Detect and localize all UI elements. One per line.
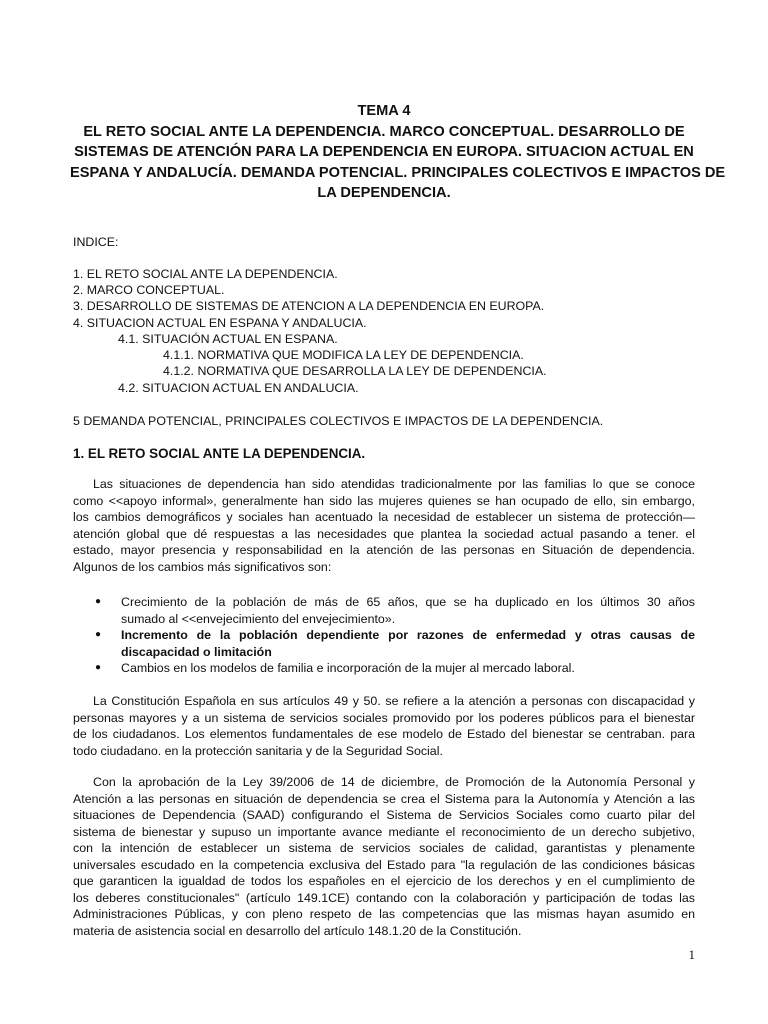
paragraph-line: Con la aprobación de la Ley 39/2006 de 14 de diciembre, de Promoción de la Autonomía Personal y — [93, 775, 695, 789]
paragraph-line: los cambios demográficos y sociales han acentuado la necesidad de establecer un sistema de protección— — [73, 510, 695, 524]
index-item: 3. DESARROLLO DE SISTEMAS DE ATENCION A LA DEPENDENCIA EN EUROPA. — [73, 299, 545, 313]
paragraph-line: atención global que dé respuestas a las necesidades que plantea la sociedad actual pasando a tener. el — [73, 526, 695, 541]
index-item: 1. EL RETO SOCIAL ANTE LA DEPENDENCIA. — [73, 267, 338, 281]
paragraph-line: Algunos de los cambios más significativos son: — [73, 559, 332, 574]
index-item: 4.1.1. NORMATIVA QUE MODIFICA LA LEY DE DEPENDENCIA. — [163, 348, 524, 362]
index-label: INDICE: — [73, 235, 119, 249]
bullet-item — [73, 627, 695, 661]
index-item: 4.1. SITUACIÓN ACTUAL EN ESPANA. — [118, 332, 338, 346]
bullet-text: Cambios en los modelos de familia e incorporación de la mujer al mercado laboral. — [121, 661, 575, 675]
paragraph-law — [73, 774, 695, 939]
title-line: LA DEPENDENCIA. — [317, 185, 451, 202]
bullet-item — [73, 660, 695, 677]
bullet-icon: ● — [95, 596, 102, 607]
paragraph-line: Las situaciones de dependencia han sido atendidas tradicionalmente por las familias lo que se conoce — [93, 477, 695, 491]
paragraph-line: con la intención de establecer un sistema de servicios sociales de calidad, garantistas y plenamente — [73, 841, 695, 855]
paragraph-line: personas mayores y a un sistema de servicios sociales promovido por los poderes públicos para el bienestar — [73, 710, 695, 725]
paragraph-line: que garanticen la igualdad de todos los españoles en el ejercicio de los derechos y en el cumplimiento de — [73, 874, 695, 888]
paragraph-line: universales escudado en la competencia exclusiva del Estado para "la regulación de las condiciones básicas — [73, 857, 695, 872]
bullet-item — [73, 594, 695, 628]
bullet-text: Crecimiento de la población de más de 65 años, que se ha duplicado en los últimos 30 años — [121, 595, 695, 609]
paragraph-line: todo ciudadano. en la protección sanitaria y de la Seguridad Social. — [73, 743, 443, 758]
section-heading: 1. EL RETO SOCIAL ANTE LA DEPENDENCIA. — [73, 446, 366, 461]
paragraph-line: Atención a las personas en situación de dependencia se crea el Sistema para la Autonomía y Atención a las — [73, 791, 695, 806]
title-line: ESPANA Y ANDALUCÍA. DEMANDA POTENCIAL. PRINCIPALES COLECTIVOS E IMPACTOS DE — [70, 164, 726, 181]
paragraph-constitution — [73, 693, 695, 759]
page-number: 1 — [688, 947, 695, 962]
paragraph-line: materia de asistencia social en desarrollo del artículo 148.1.20 de la Constitución. — [73, 923, 522, 938]
paragraph-line: sistema de bienestar y supuso un importante avance mediante el reconocimiento de un derecho subjetivo, — [73, 824, 695, 839]
index-item: 4.2. SITUACION ACTUAL EN ANDALUCIA. — [118, 381, 359, 395]
index-item: 4.1.2. NORMATIVA QUE DESARROLLA LA LEY DE DEPENDENCIA. — [163, 364, 547, 378]
paragraph-line: los deberes constitucionales" (artículo 149.1CE) contando con la colaboración y participación de todas las — [73, 890, 695, 905]
title-heading: TEMA 4 — [357, 103, 411, 119]
document-title — [70, 101, 726, 204]
paragraph-line: estado, mayor presencia y responsabilidad en la atención de las personas en Situación de dependencia. — [73, 543, 695, 557]
bullet-icon: ● — [95, 629, 102, 640]
paragraph-line: La Constitución Española en sus artículos 49 y 50. se refiere a la atención a personas con discapacidad y — [93, 694, 695, 708]
index-item: 5 DEMANDA POTENCIAL, PRINCIPALES COLECTIVOS E IMPACTOS DE LA DEPENDENCIA. — [73, 414, 604, 428]
title-line: EL RETO SOCIAL ANTE LA DEPENDENCIA. MARCO CONCEPTUAL. DESARROLLO DE — [83, 123, 685, 140]
bullet-text: discapacidad o limitación — [121, 644, 272, 659]
paragraph-line: Administraciones Públicas, y con pleno respeto de las competencias que las mismas hayan asumido en — [73, 907, 695, 921]
paragraph-line: de los ciudadanos. Los elementos fundamentales de ese modelo de Estado del bienestar se centraban. para — [73, 727, 695, 741]
bullet-text: sumado al <<envejecimiento del envejecimiento». — [121, 611, 396, 626]
paragraph-intro — [73, 476, 695, 575]
paragraph-line: situaciones de Dependencia (SAAD) configurando el Sistema de Servicios Sociales como cuarto pilar del — [73, 808, 695, 822]
title-line: SISTEMAS DE ATENCIÓN PARA LA DEPENDENCIA EN EUROPA. SITUACION ACTUAL EN — [74, 144, 694, 161]
bullet-icon: ● — [95, 662, 102, 673]
paragraph-line: como <<apoyo informal», generalmente han sido las mujeres quienes se han ocupado de ello, sin embargo, — [73, 493, 695, 508]
bullet-text: Incremento de la población dependiente por razones de enfermedad y otras causas de — [121, 628, 695, 642]
index-item: 4. SITUACION ACTUAL EN ESPANA Y ANDALUCIA. — [73, 316, 367, 330]
index-item: 2. MARCO CONCEPTUAL. — [73, 283, 225, 297]
